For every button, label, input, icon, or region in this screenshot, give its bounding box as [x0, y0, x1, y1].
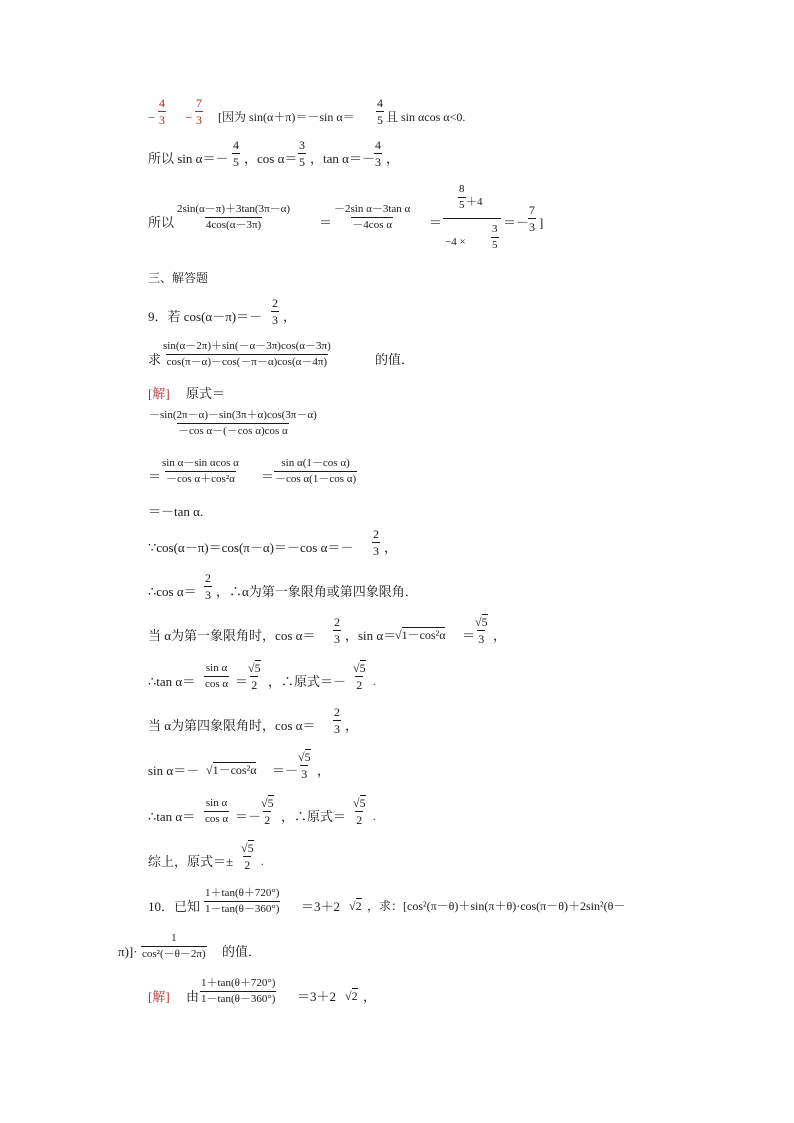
step-7-root-fraction-2 [352, 660, 367, 691]
tan-fraction [374, 139, 382, 168]
fraction-num: 1＋tan(θ＋720°) [201, 977, 276, 989]
equals-sign: ＝ [319, 215, 333, 230]
fraction-den: cos α [205, 813, 229, 825]
fraction-num: 4 [375, 138, 381, 152]
equals-sign: ＝ [261, 469, 275, 484]
solution-step-1-fraction [148, 410, 318, 437]
fraction-den: 3 [334, 632, 340, 646]
answer-result-bracket: ] [539, 215, 544, 230]
problem-10-stem-fraction [204, 888, 280, 915]
fraction-den: 3 [373, 544, 379, 558]
solution-step-9: sin α＝－ [148, 763, 200, 778]
sqrt-icon: √ [248, 661, 255, 675]
sqrt-radicand: 5 [247, 841, 254, 855]
step-6-sin: ，sin α＝ [345, 628, 397, 643]
answer-minus-2: − [185, 110, 193, 125]
problem-10-solution-sqrt [345, 988, 358, 1002]
fraction-den: －cos α－(－cos α)cos α [177, 425, 288, 437]
answer-line-2: 所以 sin α＝－ [148, 151, 229, 166]
fraction-num: 4 [377, 96, 383, 110]
answer-explanation-fraction [376, 97, 384, 126]
compound-den-text: −4 × [445, 236, 466, 248]
step-10-fraction [204, 798, 229, 825]
problem-10-stem-ask: ，求：[cos²(π－θ)＋sin(π＋θ)·cos(π－θ)＋2sin²(θ－ [367, 899, 626, 913]
step-7-fraction [204, 663, 229, 690]
fraction-den: 2 [356, 813, 363, 827]
fraction-num: 1 [171, 932, 177, 944]
fraction-num: sin α－sin αcos α [162, 457, 239, 469]
answer-fraction-2-num: 7 [196, 96, 202, 110]
fraction-num: sin α [205, 662, 228, 674]
solution-step-6: 当 α为第一象限角时，cos α＝ [148, 628, 316, 643]
fraction-num [352, 795, 367, 811]
fraction-den: 5 [299, 155, 305, 169]
fraction-num: 2 [373, 527, 379, 541]
fraction-den: 4cos(α－3π) [205, 219, 262, 231]
fraction-den: 2 [264, 813, 271, 827]
problem-9-ask-end: 的值． [375, 352, 415, 367]
answer-result: ＝－ [503, 215, 530, 230]
solution-step-7: ∴tan α＝ [148, 674, 196, 689]
fraction-den: 3 [375, 155, 381, 169]
step-4-fraction [372, 528, 380, 557]
solution-step-11: 综上，原式＝± [148, 854, 234, 869]
answer-fraction-1-den: 3 [159, 113, 165, 127]
solution-step-4: ∵cos(α－π)＝cos(π－α)＝－cos α＝－ [148, 540, 354, 555]
fraction-num: －sin(2π－α)－sin(3π＋α)cos(3π－α) [149, 409, 317, 421]
solution-label: [解] [148, 386, 170, 401]
fraction-den: 2 [244, 858, 251, 872]
fraction-num: 2 [205, 571, 211, 585]
sqrt-icon: √ [395, 628, 402, 642]
step-11-end: . [261, 857, 264, 868]
step-7-result: ，∴原式＝－ [268, 674, 347, 689]
fraction-num: 2 [334, 615, 340, 629]
step-9-eq: ＝－ [272, 763, 299, 778]
solution-step-2-fraction-1 [161, 458, 240, 485]
problem-9-stem: 9．若 cos(α－π)＝－ [148, 309, 263, 324]
step-6-end: ， [493, 628, 507, 643]
sqrt-icon: √ [261, 796, 268, 810]
step-9-end: ， [317, 763, 331, 778]
sqrt-radicand: 1－cos²α [401, 628, 446, 642]
fraction-num [240, 840, 255, 856]
step-6-fraction [333, 616, 341, 645]
step-8-fraction [333, 706, 341, 735]
sqrt-icon: √ [345, 989, 352, 1003]
sin-fraction [232, 139, 240, 168]
fraction-num: 2 [272, 296, 278, 310]
step-6-root-fraction [474, 614, 489, 645]
fraction-num [352, 660, 367, 676]
answer-fraction-2 [195, 97, 203, 126]
problem-10-stem-eq: ＝3＋2 [301, 899, 341, 914]
step-5-end: ，∴α为第一象限角或第四象限角． [216, 584, 418, 599]
sqrt-radicand: 5 [267, 796, 274, 810]
sqrt-radicand: 2 [355, 899, 362, 913]
step-11-root-fraction [240, 840, 255, 871]
fraction-den: 3 [478, 632, 485, 646]
fraction-den: 3 [529, 220, 535, 234]
sqrt-radicand: 5 [359, 661, 366, 675]
step-6-sqrt [395, 627, 445, 641]
problem-10-continuation: π)]· [118, 944, 138, 959]
problem-10-stem-sqrt [349, 898, 362, 912]
fraction-den: 3 [205, 588, 211, 602]
sqrt-icon: √ [206, 763, 213, 777]
solution-step-2-fraction-2 [274, 458, 357, 485]
sqrt-radicand: 5 [254, 661, 261, 675]
step-8-end: ， [345, 718, 359, 733]
step-10-root-fraction-2 [352, 795, 367, 826]
sqrt-radicand: 5 [359, 796, 366, 810]
sqrt-icon: √ [349, 899, 356, 913]
equals-sign: ＝ [148, 469, 162, 484]
step-7-eq: ＝ [235, 674, 249, 689]
fraction-num: 2 [334, 705, 340, 719]
problem-9-stem-fraction [271, 297, 279, 326]
problem-10-solution-fraction [200, 978, 276, 1005]
compound-fraction [443, 182, 501, 260]
solution-label: [解] [148, 989, 170, 1004]
fraction-num [247, 660, 262, 676]
problem-10-stem: 10．已知 [148, 899, 201, 914]
fraction-num: sin(α－2π)＋sin(－α－3π)cos(α－3π) [163, 340, 331, 352]
solution-intro: 原式＝ [186, 386, 226, 401]
step-10-end: . [373, 812, 376, 823]
sqrt-radicand: 5 [304, 750, 311, 764]
fraction-den: 2 [251, 678, 258, 692]
sqrt-icon: √ [298, 750, 305, 764]
fraction-num: 4 [233, 138, 239, 152]
fraction-den: 3 [301, 767, 308, 781]
step-9-root-fraction [297, 749, 312, 780]
fraction-den: 5 [377, 113, 383, 127]
fraction-den: 5 [459, 199, 465, 211]
problem-9-ask-fraction [162, 341, 332, 368]
compound-main-bar [443, 218, 501, 219]
fraction-num: 1＋tan(θ＋720°) [205, 887, 280, 899]
cos-fraction [298, 139, 306, 168]
fraction-num: 7 [529, 203, 535, 217]
solution-step-8: 当 α为第四象限角时，cos α＝ [148, 718, 316, 733]
answer-explanation: [因为 sin(α＋π)＝－sin α＝ [218, 110, 355, 124]
problem-10-solution-end: ， [363, 989, 377, 1004]
step-7-root-fraction [247, 660, 262, 691]
fraction-num: 3 [492, 223, 498, 235]
step-7-end: . [373, 677, 376, 688]
step-10-root-fraction [260, 795, 275, 826]
problem-10-solution: 由 [186, 989, 200, 1004]
section-heading: 三、解答题 [148, 271, 209, 285]
big-fraction-2 [333, 204, 411, 231]
problem-10-cont-fraction [141, 933, 207, 960]
step-9-sqrt [206, 762, 256, 776]
fraction-den: 2 [356, 678, 363, 692]
problem-10-cont-end: 的值． [222, 944, 262, 959]
fraction-den: －cos α(1－cos α) [275, 473, 357, 485]
answer-explanation-tail: 且 sin αcos α<0. [386, 110, 466, 124]
fraction-num: 2sin(α－π)＋3tan(3π－α) [177, 203, 291, 215]
compound-den-fraction [491, 224, 499, 251]
fraction-den: 1－tan(θ－360°) [205, 903, 280, 915]
answer-fraction-1 [158, 97, 166, 126]
sqrt-icon: √ [241, 841, 248, 855]
fraction-num: 3 [299, 138, 305, 152]
answer-line-2-tan: ，tan α＝－ [310, 151, 375, 166]
step-5-fraction [204, 572, 212, 601]
fraction-den: 3 [272, 313, 278, 327]
answer-fraction-2-den: 3 [196, 113, 202, 127]
answer-line-2-cos: ，cos α＝ [244, 151, 298, 166]
fraction-den: －cos α＋cos²α [165, 473, 235, 485]
fraction-den: cos α [205, 678, 229, 690]
fraction-den: 5 [233, 155, 239, 169]
fraction-num: sin α(1－cos α) [281, 457, 350, 469]
sqrt-radicand: 5 [481, 615, 488, 629]
step-6-eq: ＝ [462, 628, 476, 643]
answer-fraction-1-num: 4 [159, 96, 165, 110]
answer-line-3: 所以 [148, 215, 175, 230]
sqrt-radicand: 2 [351, 989, 358, 1003]
fraction-num [297, 749, 312, 765]
sqrt-icon: √ [475, 615, 482, 629]
fraction-den: cos²(－θ－2π) [142, 948, 206, 960]
step-10-eq: ＝－ [235, 809, 262, 824]
fraction-den: cos(π－α)－cos(－π－α)cos(α－4π) [166, 356, 328, 368]
fraction-num: －2sin α－3tan α [334, 203, 411, 215]
answer-result-fraction [528, 204, 536, 233]
fraction-den: 3 [334, 722, 340, 736]
answer-line-2-end: ， [386, 151, 400, 166]
problem-9-stem-end: ， [283, 309, 297, 324]
answer-minus-1: − [148, 110, 156, 125]
fraction-den: 5 [492, 239, 498, 251]
fraction-num [260, 795, 275, 811]
fraction-num [474, 614, 489, 630]
solution-step-3: ＝－tan α. [148, 504, 204, 519]
sqrt-icon: √ [353, 661, 360, 675]
problem-9-ask: 求 [148, 352, 162, 367]
problem-10-solution-eq: ＝3＋2 [297, 989, 337, 1004]
step-4-end: ， [384, 540, 398, 555]
fraction-num: sin α [205, 797, 228, 809]
fraction-den: 1－tan(θ－360°) [201, 993, 276, 1005]
step-10-result: ，∴原式＝ [281, 809, 347, 824]
fraction-num: 8 [459, 183, 465, 195]
sqrt-radicand: 1－cos²α [212, 763, 257, 777]
equals-sign: ＝ [429, 215, 443, 230]
solution-step-5: ∴cos α＝ [148, 584, 197, 599]
big-fraction-1 [176, 204, 291, 231]
sqrt-icon: √ [353, 796, 360, 810]
compound-num-plus: ＋4 [466, 196, 483, 208]
compound-num-fraction [458, 184, 466, 211]
fraction-den: －4cos α [352, 219, 392, 231]
solution-step-10: ∴tan α＝ [148, 809, 196, 824]
